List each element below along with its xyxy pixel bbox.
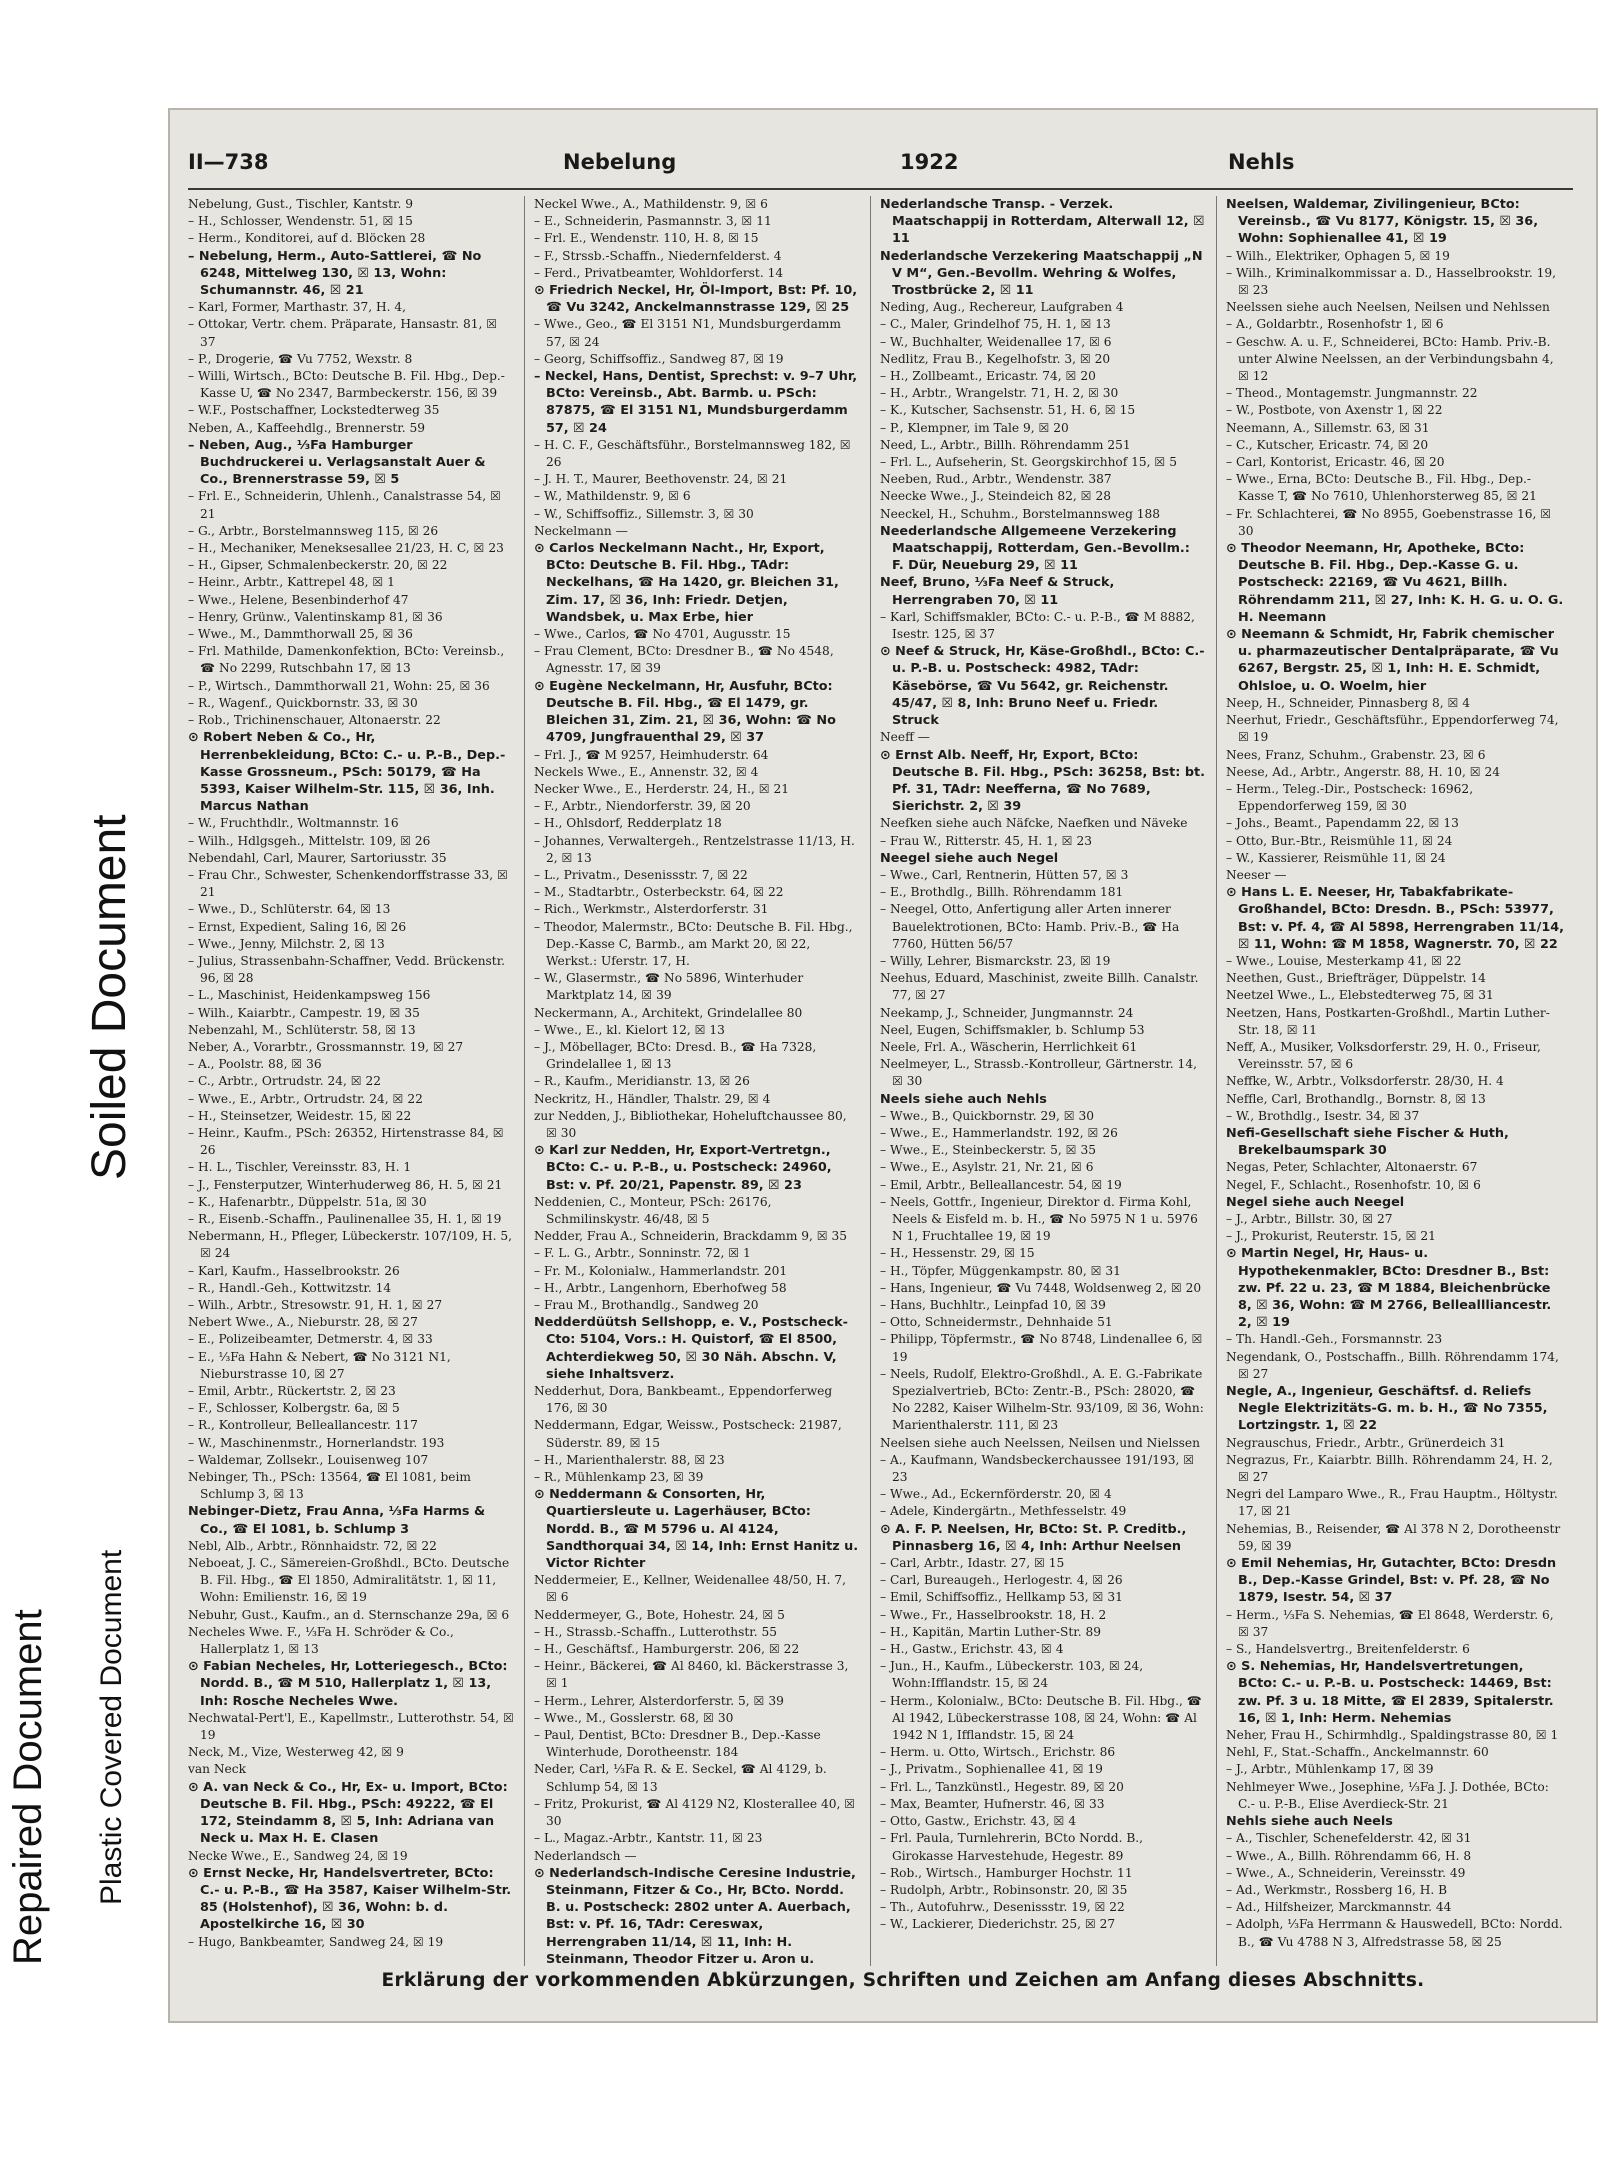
directory-entry: – Frl. J., ☎ M 9257, Heimhuderstr. 64 <box>534 747 769 762</box>
directory-entry: van Neck <box>188 1762 246 1777</box>
directory-entry: – J., Fensterputzer, Winterhuderweg 86, H. 5, ☒ 21 <box>188 1177 503 1192</box>
directory-entry: – F. L. G., Arbtr., Sonninstr. 72, ☒ 1 <box>534 1246 751 1261</box>
directory-entry: – Wwe., E., Arbtr., Ortrudstr. 24, ☒ 22 <box>188 1091 423 1106</box>
directory-entry: – Wwe., E., Hammerlandstr. 192, ☒ 26 <box>880 1125 1118 1140</box>
directory-entry: Neelssen siehe auch Neelsen, Neilsen und Nehlssen <box>1226 300 1550 315</box>
directory-entry: Nedder, Frau A., Schneiderin, Brackdamm 9, ☒ 35 <box>534 1229 848 1244</box>
directory-entry: – A., Goldarbtr., Rosenhofstr 1, ☒ 6 <box>1226 317 1444 332</box>
directory-entry: – P., Wirtsch., Dammthorwall 21, Wohn: 25, ☒ 36 <box>188 678 490 693</box>
directory-entry: Neckritz, H., Händler, Thalstr. 29, ☒ 4 <box>534 1091 771 1106</box>
directory-entry: – W., Mathildenstr. 9, ☒ 6 <box>534 489 691 504</box>
directory-entry: – Willy, Lehrer, Bismarckstr. 23, ☒ 19 <box>880 953 1111 968</box>
directory-entry: – R., Wagenf., Quickbornstr. 33, ☒ 30 <box>188 695 418 710</box>
directory-entry: – Wwe., Fr., Hasselbrookstr. 18, H. 2 <box>880 1607 1107 1622</box>
directory-column-4 <box>1226 196 1566 1966</box>
directory-entry: – J., Arbtr., Mühlenkamp 17, ☒ 39 <box>1226 1762 1434 1777</box>
directory-entry: – Hans, Ingenieur, ☎ Vu 7448, Woldsenweg 2, ☒ 20 <box>880 1280 1202 1295</box>
directory-entry: – Max, Beamter, Hufnerstr. 46, ☒ 33 <box>880 1796 1105 1811</box>
directory-entry: Necker Wwe., E., Herderstr. 24, H., ☒ 21 <box>534 781 790 796</box>
directory-entry: – Frau Chr., Schwester, Schenkendorffstrasse 33, ☒ 21 <box>188 867 508 900</box>
directory-entry: – Frau M., Brothandlg., Sandweg 20 <box>534 1298 759 1312</box>
directory-entry: – J., Privatm., Sophienallee 41, ☒ 19 <box>880 1762 1103 1777</box>
directory-entry: ⊙ A. F. P. Neelsen, Hr, BCto: St. P. Creditb., Pinnasberg 16, ☒ 4, Inh: Arthur Neelsen <box>880 1521 1187 1554</box>
directory-entry: Neels siehe auch Nehls <box>880 1091 1047 1107</box>
directory-entry: – Neben, Aug., ⅓Fa Hamburger Buchdruckerei u. Verlagsanstalt Auer & Co., Brennerstrasse 59, ☒ 5 <box>188 437 486 488</box>
directory-entry: Neeckel, H., Schuhm., Borstelmannsweg 188 <box>880 506 1161 521</box>
page-number: II—738 <box>188 150 269 174</box>
directory-entry: – Ad., Werkmstr., Rossberg 16, H. B <box>1226 1882 1448 1897</box>
directory-entry: – H. L., Tischler, Vereinsstr. 83, H. 1 <box>188 1160 412 1175</box>
directory-entry: – Frl. E., Wendenstr. 110, H. 8, ☒ 15 <box>534 231 759 246</box>
directory-entry: – Carl, Kontorist, Ericastr. 46, ☒ 20 <box>1226 455 1445 470</box>
directory-entry: ⊙ Neef & Struck, Hr, Käse-Großhdl., BCto: C.- u. P.-B. u. Postscheck: 4982, TAdr: Käsebörse, ☎ Vu 5642, gr. Reichenstr. 45/47, ☒ 8, Inh: Bruno Neef u. Friedr. Struck <box>880 644 1205 729</box>
directory-column-1 <box>188 196 514 1966</box>
directory-entry: – Wilh., Hdlgsgeh., Mittelstr. 109, ☒ 26 <box>188 833 431 848</box>
directory-entry: – Ferd., Privatbeamter, Wohldorferst. 14 <box>534 265 784 280</box>
directory-entry: Neekamp, J., Schneider, Jungmannstr. 24 <box>880 1005 1134 1020</box>
directory-entry: Neeben, Rud., Arbtr., Wendenstr. 387 <box>880 472 1112 487</box>
directory-entry: ⊙ Friedrich Neckel, Hr, Öl-Import, Bst: Pf. 10, ☎ Vu 3242, Anckelmannstrasse 129, ☒ 25 <box>534 283 858 316</box>
directory-entry: – Jun., H., Kaufm., Lübeckerstr. 103, ☒ 24, Wohn:Ifflandstr. 15, ☒ 24 <box>880 1659 1144 1691</box>
directory-entry: – Herm., Kolonialw., BCto: Deutsche B. Fil. Hbg., ☎ Al 1942, Lübeckerstrasse 108, ☒ 24, Wohn: ☎ Al 1942 N 1, Ifflandstr. 15, ☒ 24 <box>880 1693 1202 1743</box>
directory-entry: – R., Kaufm., Meridianstr. 13, ☒ 26 <box>534 1074 750 1089</box>
directory-entry: Nees, Franz, Schuhm., Grabenstr. 23, ☒ 6 <box>1226 747 1486 762</box>
directory-entry: – Hugo, Bankbeamter, Sandweg 24, ☒ 19 <box>188 1934 444 1949</box>
directory-entry: – J., Möbellager, BCto: Dresd. B., ☎ Ha 7328, Grindelallee 1, ☒ 13 <box>534 1039 817 1072</box>
directory-entry: – Rich., Werkmstr., Alsterdorferstr. 31 <box>534 902 769 917</box>
directory-entry: Nehls siehe auch Neels <box>1226 1814 1393 1830</box>
directory-column-3 <box>880 196 1206 1966</box>
directory-entry: Neddenien, C., Monteur, PSch: 26176, Schmilinskystr. 46/48, ☒ 5 <box>534 1194 772 1226</box>
directory-entry: – E., Brothdlg., Billh. Röhrendamm 181 <box>880 885 1124 900</box>
directory-entry: Negel, F., Schlacht., Rosenhofstr. 10, ☒ 6 <box>1226 1177 1481 1192</box>
directory-entry: – P., Klempner, im Tale 9, ☒ 20 <box>880 420 1069 435</box>
directory-entry: – W., Kassierer, Reismühle 11, ☒ 24 <box>1226 850 1446 865</box>
directory-entry: – Emil, Arbtr., Belleallancestr. 54, ☒ 19 <box>880 1177 1122 1192</box>
directory-entry: – Georg, Schiffsoffiz., Sandweg 87, ☒ 19 <box>534 351 784 366</box>
directory-entry: Nedlitz, Frau B., Kegelhofstr. 3, ☒ 20 <box>880 351 1111 366</box>
directory-entry: – F., Arbtr., Niendorferstr. 39, ☒ 20 <box>534 799 751 814</box>
directory-entry: Neeff — <box>880 730 930 745</box>
column-divider <box>524 196 525 1966</box>
directory-entry: – Frl. Mathilde, Damenkonfektion, BCto: Vereinsb., ☎ No 2299, Rutschbahn 17, ☒ 13 <box>188 644 505 676</box>
directory-entry: – C., Arbtr., Ortrudstr. 24, ☒ 22 <box>188 1074 382 1089</box>
directory-entry: Neddermeyer, G., Bote, Hohestr. 24, ☒ 5 <box>534 1607 785 1622</box>
directory-entry: Neeser — <box>1226 867 1287 882</box>
directory-entry: Neef, Bruno, ⅓Fa Neef & Struck, Herrengraben 70, ☒ 11 <box>880 575 1115 608</box>
directory-entry: Necke Wwe., E., Sandweg 24, ☒ 19 <box>188 1848 408 1863</box>
directory-entry: – W., Postbote, von Axenstr 1, ☒ 22 <box>1226 403 1443 418</box>
directory-entry: – H., Gipser, Schmalenbeckerstr. 20, ☒ 22 <box>188 558 448 573</box>
directory-entry: – Wwe., Helene, Besenbinderhof 47 <box>188 592 409 607</box>
directory-entry: – Carl, Bureaugeh., Herlogestr. 4, ☒ 26 <box>880 1573 1123 1588</box>
directory-entry: Neckel Wwe., A., Mathildenstr. 9, ☒ 6 <box>534 197 768 211</box>
directory-entry: Neding, Aug., Rechereur, Laufgraben 4 <box>880 300 1124 315</box>
directory-entry: – Emil, Schiffsoffiz., Hellkamp 53, ☒ 31 <box>880 1590 1123 1605</box>
directory-entry: Neese, Ad., Arbtr., Angerstr. 88, H. 10, ☒ 24 <box>1226 764 1501 779</box>
directory-entry: – Wwe., E., Steinbeckerstr. 5, ☒ 35 <box>880 1143 1096 1158</box>
directory-entry: – Wwe., E., Asylstr. 21, Nr. 21, ☒ 6 <box>880 1160 1094 1175</box>
directory-entry: – Paul, Dentist, BCto: Dresdner B., Dep.-Kasse Winterhude, Dorotheenstr. 184 <box>534 1728 821 1760</box>
directory-entry: – Herm., ⅓Fa S. Nehemias, ☎ El 8648, Werderstr. 6, ☒ 37 <box>1226 1607 1554 1639</box>
directory-entry: – Wwe., D., Schlüterstr. 64, ☒ 13 <box>188 902 391 917</box>
directory-entry: – Karl, Kaufm., Hasselbrookstr. 26 <box>188 1263 400 1278</box>
directory-entry: – Fr. M., Kolonialw., Hammerlandstr. 201 <box>534 1263 788 1278</box>
directory-entry: – Wwe., Louise, Mesterkamp 41, ☒ 22 <box>1226 953 1462 968</box>
directory-entry: – Wwe., Carlos, ☎ No 4701, Augusstr. 15 <box>534 627 791 642</box>
directory-entry: Neckelmann — <box>534 523 628 538</box>
directory-entry: – Johannes, Verwaltergeh., Rentzelstrasse 11/13, H. 2, ☒ 13 <box>534 833 855 865</box>
header-last-entry: Nehls <box>1228 150 1295 174</box>
directory-entry: – Ottokar, Vertr. chem. Präparate, Hansastr. 81, ☒ 37 <box>188 317 498 349</box>
directory-entry: Nefi-Gesellschaft siehe Fischer & Huth, Brekelbaumspark 30 <box>1226 1125 1509 1159</box>
header-rule <box>188 188 1573 190</box>
directory-entry: – Heinr., Arbtr., Kattrepel 48, ☒ 1 <box>188 575 395 590</box>
directory-entry: – W., Glasermstr., ☎ No 5896, Winterhuder Marktplatz 14, ☒ 39 <box>534 971 804 1003</box>
directory-entry: Nebert Wwe., A., Nieburstr. 28, ☒ 27 <box>188 1315 418 1330</box>
directory-entry: ⊙ Ernst Alb. Neeff, Hr, Export, BCto: Deutsche B. Fil. Hbg., PSch: 36258, Bst: bt. Pf. 31, TAdr: Neefferna, ☎ No 7689, Sierichstr. 2, ☒ 39 <box>880 747 1205 815</box>
directory-entry: Neethen, Gust., Briefträger, Düppelstr. 14 <box>1226 971 1486 986</box>
directory-entry: – Rob., Wirtsch., Hamburger Hochstr. 11 <box>880 1865 1133 1880</box>
directory-entry: – Fritz, Prokurist, ☎ Al 4129 N2, Klosterallee 40, ☒ 30 <box>534 1796 856 1829</box>
directory-entry: – H., Ohlsdorf, Redderplatz 18 <box>534 816 722 831</box>
directory-entry: Negel siehe auch Neegel <box>1226 1194 1405 1210</box>
directory-entry: Nebelung, Gust., Tischler, Kantstr. 9 <box>188 197 413 211</box>
directory-entry: Neetzel Wwe., L., Elebstedterweg 75, ☒ 31 <box>1226 988 1494 1003</box>
directory-entry: ⊙ Nederlandsch-Indische Ceresine Industrie, Steinmann, Fitzer & Co., Hr, BCto. Nordd. B. u. Postscheck: 2802 unter A. Auerbach, Bst: v. Pf. 16, TAdr: Cereswax, Herrengraben 11/14, ☒ 11, Inh: H. Steinmann, Theodor Fitzer u. Aron u. <box>534 1865 856 1966</box>
directory-entry: – H., Hessenstr. 29, ☒ 15 <box>880 1246 1035 1261</box>
directory-entry: Neep, H., Schneider, Pinnasberg 8, ☒ 4 <box>1226 695 1471 710</box>
document-labels <box>0 0 165 2177</box>
directory-entry: – H., Arbtr., Wrangelstr. 71, H. 2, ☒ 30 <box>880 386 1119 401</box>
directory-entry: – Wwe., M., Gosslerstr. 68, ☒ 30 <box>534 1710 734 1725</box>
directory-entry: – Wilh., Arbtr., Stresowstr. 91, H. 1, ☒ 27 <box>188 1298 443 1312</box>
directory-entry: – Wilh., Elektriker, Ophagen 5, ☒ 19 <box>1226 248 1450 263</box>
directory-entry: – Herm., Konditorei, auf d. Blöcken 28 <box>188 231 426 246</box>
directory-entry: – H., Mechaniker, Meneksesallee 21/23, H. C, ☒ 23 <box>188 541 504 556</box>
directory-entry: – Neckel, Hans, Dentist, Sprechst: v. 9–7 Uhr, BCto: Vereinsb., Abt. Barmb. u. PSch: 87875, ☎ El 3151 N1, Mundsburgerdamm 57, ☒ 24 <box>534 369 858 436</box>
directory-entry: – Wwe., B., Quickbornstr. 29, ☒ 30 <box>880 1108 1095 1123</box>
directory-entry: – H., Marienthalerstr. 88, ☒ 23 <box>534 1452 725 1467</box>
directory-entry: – Wilh., Kriminalkommissar a. D., Hasselbrookstr. 19, ☒ 23 <box>1226 265 1556 298</box>
directory-entry: – Johs., Beamt., Papendamm 22, ☒ 13 <box>1226 816 1459 831</box>
directory-entry: ⊙ Robert Neben & Co., Hr, Herrenbekleidung, BCto: C.- u. P.-B., Dep.-Kasse Grossneum., PSch: 50179, ☎ Ha 5393, Kaiser Wilhelm-Str. 115, ☒ 36, Inh. Marcus Nathan <box>188 730 506 815</box>
directory-entry: – Wwe., E., kl. Kielort 12, ☒ 13 <box>534 1022 725 1037</box>
directory-entry: Neben, A., Kaffeehdlg., Brennerstr. 59 <box>188 420 425 435</box>
directory-entry: – H., Gastw., Erichstr. 43, ☒ 4 <box>880 1642 1064 1657</box>
header-year: 1922 <box>900 150 959 174</box>
directory-entry: – R., Mühlenkamp 23, ☒ 39 <box>534 1470 704 1485</box>
directory-entry: Neffle, Carl, Brothandlg., Bornstr. 8, ☒ 13 <box>1226 1091 1486 1106</box>
directory-entry: – W.F., Postschaffner, Lockstedterweg 35 <box>188 403 440 418</box>
directory-entry: – Karl, Former, Marthastr. 37, H. 4, <box>188 300 406 315</box>
directory-entry: Neher, Frau H., Schirmhdlg., Spaldingstrasse 80, ☒ 1 <box>1226 1728 1559 1743</box>
directory-entry: Nebinger-Dietz, Frau Anna, ⅓Fa Harms & Co., ☎ El 1081, b. Schlump 3 <box>188 1504 486 1537</box>
directory-entry: – K., Hafenarbtr., Düppelstr. 51a, ☒ 30 <box>188 1194 427 1209</box>
directory-entry: Neegel siehe auch Negel <box>880 850 1059 866</box>
directory-entry: ⊙ Eugène Neckelmann, Hr, Ausfuhr, BCto: Deutsche B. Fil. Hbg., ☎ El 1479, gr. Bleichen 31, Zim. 21, ☒ 36, Wohn: ☎ No 4709, Jungfrauenthal 29, ☒ 37 <box>534 678 836 746</box>
directory-entry: – Herm., Teleg.-Dir., Postscheck: 16962, Eppendorferweg 159, ☒ 30 <box>1226 781 1474 814</box>
directory-entry: Nederlandsche Transp. - Verzek. Maatschappij in Rotterdam, Alterwall 12, ☒ 11 <box>880 197 1205 247</box>
directory-entry: – S., Handelsvertrg., Breitenfelderstr. 6 <box>1226 1642 1470 1657</box>
directory-entry: Nehemias, B., Reisender, ☎ Al 378 N 2, Dorotheenstr 59, ☒ 39 <box>1226 1521 1561 1553</box>
directory-entry: Nederlandsche Verzekering Maatschappij „N V M“, Gen.-Bevollm. Wehring & Wolfes, Trostbrücke 2, ☒ 11 <box>880 248 1203 299</box>
directory-entry: Negrauschus, Friedr., Arbtr., Grünerdeich 31 <box>1226 1435 1506 1450</box>
directory-entry: Neemann, A., Sillemstr. 63, ☒ 31 <box>1226 420 1430 435</box>
directory-entry: Neddermann, Edgar, Weissw., Postscheck: 21987, Süderstr. 89, ☒ 15 <box>534 1418 842 1450</box>
directory-entry: – Frl. E., Schneiderin, Uhlenh., Canalstrasse 54, ☒ 21 <box>188 489 501 521</box>
directory-entry: Nebenzahl, M., Schlüterstr. 58, ☒ 13 <box>188 1022 416 1037</box>
directory-entry: – Emil, Arbtr., Rückertstr. 2, ☒ 23 <box>188 1384 396 1399</box>
directory-entry: – W., Brothdlg., Isestr. 34, ☒ 37 <box>1226 1108 1420 1123</box>
directory-entry: – J., Prokurist, Reuterstr. 15, ☒ 21 <box>1226 1229 1436 1244</box>
directory-entry: Neelsen, Waldemar, Zivilingenieur, BCto: Vereinsb., ☎ Vu 8177, Königstr. 15, ☒ 36, Wohn: Sophienallee 41, ☒ 19 <box>1226 197 1539 247</box>
directory-entry: – Otto, Schneidermstr., Dehnhaide 51 <box>880 1315 1113 1330</box>
directory-entry: – H. C. F., Geschäftsführ., Borstelmannsweg 182, ☒ 26 <box>534 437 851 470</box>
directory-entry: Nederlandsch — <box>534 1848 637 1863</box>
directory-entry: – H., Strassb.-Schaffn., Lutterothstr. 55 <box>534 1624 778 1639</box>
directory-entry: Negrazus, Fr., Kaiarbtr. Billh. Röhrendamm 24, H. 2, ☒ 27 <box>1226 1452 1553 1485</box>
directory-entry: Nedderdüütsh Sellshopp, e. V., Postscheck-Cto: 5104, Vors.: H. Quistorf, ☎ El 8500, Achterdiekweg 50, ☒ 30 Näh. Abschn. V, siehe Inhaltsverz. <box>534 1315 848 1382</box>
directory-entry: – Frl. Paula, Turnlehrerin, BCto Nordd. B., Girokasse Harvestehude, Hegestr. 89 <box>880 1831 1144 1863</box>
directory-entry: Neele, Frl. A., Wäscherin, Herrlichkeit 61 <box>880 1039 1138 1054</box>
directory-entry: – Neels, Gottfr., Ingenieur, Direktor d. Firma Kohl, Neels & Eisfeld m. b. H., ☎ No 5975 N 1 u. 5976 N 1, Fruchtallee 19, ☒ 19 <box>880 1194 1198 1244</box>
directory-entry: ⊙ Hans L. E. Neeser, Hr, Tabakfabrikate-Großhandel, BCto: Dresdn. B., PSch: 53977, Bst: v. Pf. 4, ☎ Al 5898, Herrengraben 11/14, ☒ 11, Wohn: ☎ M 1858, Wagnerstr. 70, ☒ 22 <box>1226 885 1564 952</box>
directory-entry: – E., Schneiderin, Pasmannstr. 3, ☒ 11 <box>534 214 772 229</box>
directory-entry: – W., Lackierer, Diederichstr. 25, ☒ 27 <box>880 1917 1116 1932</box>
directory-entry: ⊙ Neddermann & Consorten, Hr, Quartiersleute u. Lagerhäuser, BCto: Nordd. B., ☎ M 5796 u. Al 4124, Sandthorquai 34, ☒ 14, Inh: Ernst Hanitz u. Victor Richter <box>534 1487 859 1572</box>
directory-entry: – Rudolph, Arbtr., Robinsonstr. 20, ☒ 35 <box>880 1882 1128 1897</box>
abbreviation-note: Erklärung der vorkommenden Abkürzungen, Schriften und Zeichen am Anfang dieses Abschnitts. <box>381 1970 1425 1991</box>
directory-entry: – W., Fruchthdlr., Woltmannstr. 16 <box>188 816 399 831</box>
directory-entry: Neerhut, Friedr., Geschäftsführ., Eppendorferweg 74, ☒ 19 <box>1226 713 1559 745</box>
directory-entry: – H., Zollbeamt., Ericastr. 74, ☒ 20 <box>880 369 1096 384</box>
directory-entry: – L., Maschinist, Heidenkampsweg 156 <box>188 988 431 1003</box>
directory-entry: ⊙ Theodor Neemann, Hr, Apotheke, BCto: Deutsche B. Fil. Hbg., Dep.-Kasse G. u. Postscheck: 22169, ☎ Vu 4621, Billh. Röhrendamm 211, ☒ 27, Inh: K. H. G. u. O. G. H. Neemann <box>1226 541 1564 625</box>
directory-entry: – Henry, Grünw., Valentinskamp 81, ☒ 36 <box>188 609 443 624</box>
directory-entry: – H., Steinsetzer, Weidestr. 15, ☒ 22 <box>188 1108 412 1123</box>
directory-entry: – Th. Handl.-Geh., Forsmannstr. 23 <box>1226 1332 1443 1347</box>
directory-entry: – L., Privatm., Desenissstr. 7, ☒ 22 <box>534 867 748 882</box>
directory-entry: – H., Schlosser, Wendenstr. 51, ☒ 15 <box>188 214 413 229</box>
directory-entry: – Carl, Arbtr., Idastr. 27, ☒ 15 <box>880 1556 1065 1571</box>
directory-entry: ⊙ Emil Nehemias, Hr, Gutachter, BCto: Dresdn B., Dep.-Kasse Grindel, Bst: v. Pf. 28, ☎ No 1879, Isestr. 54, ☒ 37 <box>1226 1556 1557 1606</box>
directory-columns <box>188 196 1573 1966</box>
directory-entry: ⊙ Karl zur Nedden, Hr, Export-Vertretgn., BCto: C.- u. P.-B., u. Postscheck: 24960, Bst: v. Pf. 20/21, Papenstr. 89, ☒ 23 <box>534 1143 832 1193</box>
directory-entry: Negri del Lamparo Wwe., R., Frau Hauptm., Höltystr. 17, ☒ 21 <box>1226 1487 1558 1519</box>
directory-entry: – Waldemar, Zollsekr., Louisenweg 107 <box>188 1452 429 1467</box>
directory-entry: Neddermeier, E., Kellner, Weidenallee 48/50, H. 7, ☒ 6 <box>534 1573 846 1605</box>
directory-entry: ⊙ Ernst Necke, Hr, Handelsvertreter, BCto: C.- u. P.-B., ☎ Ha 3587, Kaiser Wilhelm-Str. 85 (Holstenhof), ☒ 36, Wohn: b. d. Apostelkirche 16, ☒ 30 <box>188 1865 512 1933</box>
directory-entry: – Theodor, Malermstr., BCto: Deutsche B. Fil. Hbg., Dep.-Kasse C, Barmb., am Markt 20, ☒ 22, Werkst.: Uferstr. 17, H. <box>534 919 853 968</box>
directory-entry: – Otto, Gastw., Erichstr. 43, ☒ 4 <box>880 1814 1077 1829</box>
directory-entry: Neefken siehe auch Näfcke, Naefken und Näveke <box>880 816 1188 831</box>
directory-entry: – Wwe., Carl, Rentnerin, Hütten 57, ☒ 3 <box>880 867 1129 882</box>
directory-entry: Neelsen siehe auch Neelssen, Neilsen und Nielssen <box>880 1435 1200 1450</box>
directory-entry: – Neegel, Otto, Anfertigung aller Arten innerer Bauelektrotionen, BCto: Hamb. Priv.-B., ☎ Ha 7760, Hütten 56/57 <box>880 902 1180 951</box>
directory-entry: Nebendahl, Carl, Maurer, Sartoriusstr. 35 <box>188 850 447 865</box>
directory-entry: – R., Kontrolleur, Belleallancestr. 117 <box>188 1418 418 1433</box>
directory-entry: – Wwe., A., Schneiderin, Vereinsstr. 49 <box>1226 1865 1466 1880</box>
directory-entry: Neckels Wwe., E., Annenstr. 32, ☒ 4 <box>534 764 759 779</box>
directory-entry: ⊙ Fabian Necheles, Hr, Lotteriegesch., BCto: Nordd. B., ☎ M 510, Hallerplatz 1, ☒ 13, Inh: Rosche Necheles Wwe. <box>188 1659 508 1709</box>
soiled-document-label: Soiled Document <box>83 814 136 1180</box>
directory-entry: – Wilh., Kaiarbtr., Campestr. 19, ☒ 35 <box>188 1005 420 1020</box>
directory-entry: – Nebelung, Herm., Auto-Sattlerei, ☎ No 6248, Mittelweg 130, ☒ 13, Wohn: Schumannstr. 46, ☒ 21 <box>188 248 482 299</box>
directory-entry: – F., Strssb.-Schaffn., Niedernfelderst. 4 <box>534 248 782 263</box>
directory-entry: – Rob., Trichinenschauer, Altonaerstr. 22 <box>188 713 441 728</box>
directory-entry: Neboeat, J. C., Sämereien-Großhdl., BCto. Deutsche B. Fil. Hbg., ☎ El 1850, Admiralitätstr. 1, ☒ 11, Wohn: Emilienstr. 16, ☒ 19 <box>188 1556 510 1605</box>
directory-entry: – Wwe., Jenny, Milchstr. 2, ☒ 13 <box>188 936 385 951</box>
directory-entry: – Fr. Schlachterei, ☎ No 8955, Goebenstrasse 16, ☒ 30 <box>1226 506 1552 538</box>
directory-entry: – Frau W., Ritterstr. 45, H. 1, ☒ 23 <box>880 833 1092 848</box>
directory-entry: Neber, A., Vorarbtr., Grossmannstr. 19, ☒ 27 <box>188 1039 464 1054</box>
directory-entry: – E., ⅓Fa Hahn & Nebert, ☎ No 3121 N1, Nieburstrasse 10, ☒ 27 <box>188 1349 451 1381</box>
directory-entry: Neel, Eugen, Schiffsmakler, b. Schlump 53 <box>880 1022 1145 1037</box>
directory-entry: Nechwatal-Pert'l, E., Kapellmstr., Lutterothstr. 54, ☒ 19 <box>188 1710 514 1743</box>
directory-entry: – Willi, Wirtsch., BCto: Deutsche B. Fil. Hbg., Dep.-Kasse U, ☎ No 2347, Barmbeckerstr. 156, ☒ 39 <box>188 369 505 401</box>
directory-entry: – Julius, Strassenbahn-Schaffner, Vedd. Brückenstr. 96, ☒ 28 <box>188 953 506 986</box>
directory-entry: ⊙ Martin Negel, Hr, Haus- u. Hypothekenmakler, BCto: Dresdner B., Bst: zw. Pf. 22 u. 23, ☎ M 1884, Bleichenbrücke 8, ☒ 36, Wohn: ☎ M 2766, Belleallliancestr. 2, ☒ 19 <box>1226 1246 1552 1331</box>
directory-entry: Neff, A., Musiker, Volksdorferstr. 29, H. 0., Friseur, Vereinsstr. 57, ☒ 6 <box>1226 1039 1541 1072</box>
directory-entry: Nehl, F., Stat.-Schaffn., Anckelmannstr. 60 <box>1226 1745 1489 1760</box>
directory-entry: Neelmeyer, L., Strassb.-Kontrolleur, Gärtnerstr. 14, ☒ 30 <box>880 1057 1197 1089</box>
directory-entry: – A., Poolstr. 88, ☒ 36 <box>188 1057 322 1072</box>
directory-entry: Neetzen, Hans, Postkarten-Großhdl., Martin Luther-Str. 18, ☒ 11 <box>1226 1005 1550 1037</box>
directory-entry: – Hans, Buchhltr., Leinpfad 10, ☒ 39 <box>880 1298 1106 1312</box>
directory-entry: – Theod., Montagemstr. Jungmannstr. 22 <box>1226 386 1478 401</box>
directory-entry: – A., Tischler, Schenefelderstr. 42, ☒ 31 <box>1226 1831 1472 1846</box>
directory-entry: – J. H. T., Maurer, Beethovenstr. 24, ☒ 21 <box>534 472 788 487</box>
directory-entry: – Frl. L., Tanzkünstl., Hegestr. 89, ☒ 20 <box>880 1779 1124 1794</box>
directory-entry: – H., Geschäftsf., Hamburgerstr. 206, ☒ 22 <box>534 1642 800 1657</box>
directory-entry: – Karl, Schiffsmakler, BCto: C.- u. P.-B., ☎ M 8882, Isestr. 125, ☒ 37 <box>880 609 1195 642</box>
directory-entry: Need, L., Arbtr., Billh. Röhrendamm 251 <box>880 437 1131 452</box>
directory-entry: – L., Magaz.-Arbtr., Kantstr. 11, ☒ 23 <box>534 1831 763 1846</box>
directory-entry: Neder, Carl, ⅓Fa R. & E. Seckel, ☎ Al 4129, b. Schlump 54, ☒ 13 <box>534 1762 827 1794</box>
header-first-entry: Nebelung <box>563 150 677 174</box>
directory-entry: – Wwe., M., Dammthorwall 25, ☒ 36 <box>188 627 413 642</box>
directory-entry: Neckermann, A., Architekt, Grindelallee 80 <box>534 1005 803 1020</box>
page-header <box>188 150 1568 184</box>
directory-entry: – F., Schlosser, Kolbergstr. 6a, ☒ 5 <box>188 1401 400 1416</box>
directory-entry: Neck, M., Vize, Westerweg 42, ☒ 9 <box>188 1745 404 1760</box>
directory-entry: Nebuhr, Gust., Kaufm., an d. Sternschanze 29a, ☒ 6 <box>188 1607 510 1622</box>
directory-entry: – Otto, Bur.-Btr., Reismühle 11, ☒ 24 <box>1226 833 1453 848</box>
directory-entry: – Herm., Lehrer, Alsterdorferstr. 5, ☒ 39 <box>534 1693 784 1708</box>
directory-entry: – Geschw. A. u. F., Schneiderei, BCto: Hamb. Priv.-B. unter Alwine Neelssen, an der Verbindungsbahn 4, ☒ 12 <box>1226 334 1554 384</box>
directory-entry: – Adele, Kindergärtn., Methfesselstr. 49 <box>880 1504 1127 1519</box>
directory-entry: – Frl. L., Aufseherin, St. Georgskirchhof 15, ☒ 5 <box>880 455 1177 470</box>
directory-entry: Neehus, Eduard, Maschinist, zweite Billh. Canalstr. 77, ☒ 27 <box>880 971 1199 1003</box>
directory-entry: zur Nedden, J., Bibliothekar, Hoheluftchaussee 80, ☒ 30 <box>534 1108 847 1140</box>
plastic-covered-document-label: Plastic Covered Document <box>95 1549 128 1905</box>
directory-entry: Nebl, Alb., Arbtr., Rönnhaidstr. 72, ☒ 22 <box>188 1538 437 1553</box>
column-divider <box>870 196 871 1966</box>
directory-entry: Nebinger, Th., PSch: 13564, ☎ El 1081, beim Schlump 3, ☒ 13 <box>188 1470 471 1502</box>
directory-entry: Neederlandsche Allgemeene Verzekering Maatschappij, Rotterdam, Gen.-Bevollm.: F. Dür, Neueburg 29, ☒ 11 <box>880 523 1190 574</box>
directory-entry: – H., Kapitän, Martin Luther-Str. 89 <box>880 1624 1101 1639</box>
directory-entry: Nebermann, H., Pfleger, Lübeckerstr. 107/109, H. 5, ☒ 24 <box>188 1229 513 1261</box>
directory-entry: – Frau Clement, BCto: Dresdner B., ☎ No 4548, Agnesstr. 17, ☒ 39 <box>534 644 834 676</box>
directory-entry: – A., Kaufmann, Wandsbeckerchaussee 191/193, ☒ 23 <box>880 1452 1195 1485</box>
directory-column-2 <box>534 196 860 1966</box>
column-divider <box>1216 196 1217 1966</box>
directory-entry: Nehlmeyer Wwe., Josephine, ⅓Fa J. J. Dothée, BCto: C.- u. P.-B., Elise Averdieck-Str. 21 <box>1226 1779 1549 1811</box>
directory-entry: – H., Töpfer, Müggenkampstr. 80, ☒ 31 <box>880 1263 1121 1278</box>
directory-entry: – C., Maler, Grindelhof 75, H. 1, ☒ 13 <box>880 317 1111 332</box>
directory-entry: – J., Arbtr., Billstr. 30, ☒ 27 <box>1226 1211 1393 1226</box>
directory-entry: – Wwe., Ad., Eckernförderstr. 20, ☒ 4 <box>880 1487 1112 1502</box>
directory-entry: – Wwe., Geo., ☎ El 3151 N1, Mundsburgerdamm 57, ☒ 24 <box>534 317 841 349</box>
directory-entry: – Ad., Hilfsheizer, Marckmannstr. 44 <box>1226 1900 1452 1915</box>
directory-entry: – W., Schiffsoffiz., Sillemstr. 3, ☒ 30 <box>534 506 754 521</box>
directory-entry: – M., Stadtarbtr., Osterbeckstr. 64, ☒ 22 <box>534 885 784 900</box>
directory-entry: – Philipp, Töpfermstr., ☎ No 8748, Lindenallee 6, ☒ 19 <box>880 1332 1203 1364</box>
directory-entry: Neecke Wwe., J., Steindeich 82, ☒ 28 <box>880 489 1111 504</box>
directory-entry: – R., Eisenb.-Schaffn., Paulinenallee 35, H. 1, ☒ 19 <box>188 1211 502 1226</box>
directory-entry: Necheles Wwe. F., ⅓Fa H. Schröder & Co., Hallerplatz 1, ☒ 13 <box>188 1624 454 1657</box>
directory-entry: – Wwe., Erna, BCto: Deutsche B., Fil. Hbg., Dep.-Kasse T, ☎ No 7610, Uhlenhorsterweg 85, ☒ 21 <box>1226 472 1537 504</box>
directory-entry: – Heinr., Kaufm., PSch: 26352, Hirtenstrasse 84, ☒ 26 <box>188 1125 504 1158</box>
directory-entry: – W., Buchhalter, Weidenallee 17, ☒ 6 <box>880 334 1112 349</box>
directory-entry: – Adolph, ⅓Fa Herrmann & Hauswedell, BCto: Nordd. B., ☎ Vu 4788 N 3, Alfredstrasse 58, ☒ 25 <box>1226 1917 1563 1949</box>
directory-entry: – Neels, Rudolf, Elektro-Großhdl., A. E. G.-Fabrikate Spezialvertrieb, BCto: Zentr.-B., PSch: 28020, ☎ No 2282, Kaiser Wilhelm-Str. 93/109, ☒ 36, Wohn: Marienthalerstr. 111, ☒ 23 <box>880 1366 1204 1433</box>
directory-entry: – W., Maschinenmstr., Hornerlandstr. 193 <box>188 1435 445 1450</box>
directory-entry: – R., Handl.-Geh., Kottwitzstr. 14 <box>188 1280 392 1295</box>
directory-entry: – Ernst, Expedient, Saling 16, ☒ 26 <box>188 919 407 934</box>
directory-entry: Neffke, W., Arbtr., Volksdorferstr. 28/30, H. 4 <box>1226 1074 1504 1089</box>
directory-entry: – Heinr., Bäckerei, ☎ Al 8460, kl. Bäckerstrasse 3, ☒ 1 <box>534 1659 849 1691</box>
directory-entry: – P., Drogerie, ☎ Vu 7752, Wexstr. 8 <box>188 351 413 366</box>
directory-entry: Negle, A., Ingenieur, Geschäftsf. d. Reliefs Negle Elektrizitäts-G. m. b. H., ☎ No 7355, Lortzingstr. 1, ☒ 22 <box>1226 1384 1548 1434</box>
directory-entry: ⊙ Neemann & Schmidt, Hr, Fabrik chemischer u. pharmazeutischer Dentalpräparate, ☎ Vu 6267, Bergstr. 25, ☒ 1, Inh: H. E. Schmidt, Ohlsloe, u. O. Woelm, hier <box>1226 627 1559 694</box>
repaired-document-label: Repaired Document <box>6 1609 50 1965</box>
directory-entry: – E., Polizeibeamter, Detmerstr. 4, ☒ 33 <box>188 1332 433 1347</box>
directory-entry: – H., Arbtr., Langenhorn, Eberhofweg 58 <box>534 1280 787 1295</box>
directory-page <box>168 108 1598 2023</box>
directory-entry: – K., Kutscher, Sachsenstr. 51, H. 6, ☒ 15 <box>880 403 1136 418</box>
directory-entry: Negendank, O., Postschaffn., Billh. Röhrendamm 174, ☒ 27 <box>1226 1349 1559 1381</box>
directory-entry: – Th., Autofuhrw., Desenissstr. 19, ☒ 22 <box>880 1900 1125 1915</box>
directory-entry: – C., Kutscher, Ericastr. 74, ☒ 20 <box>1226 437 1429 452</box>
directory-entry: ⊙ S. Nehemias, Hr, Handelsvertretungen, BCto: C.- u. P.-B. u. Postscheck: 14469, Bst: zw. Pf. 3 u. 18 Mitte, ☎ El 2839, Spitalerstr. 16, ☒ 1, Inh: Herm. Nehemias <box>1226 1659 1554 1726</box>
directory-entry: Negas, Peter, Schlachter, Altonaerstr. 67 <box>1226 1160 1478 1175</box>
directory-entry: – G., Arbtr., Borstelmannsweg 115, ☒ 26 <box>188 523 439 538</box>
directory-entry: – Wwe., A., Billh. Röhrendamm 66, H. 8 <box>1226 1848 1472 1863</box>
directory-entry: – Herm. u. Otto, Wirtsch., Erichstr. 86 <box>880 1745 1116 1760</box>
directory-entry: ⊙ A. van Neck & Co., Hr, Ex- u. Import, BCto: Deutsche B. Fil. Hbg., PSch: 49222, ☎ El 172, Steindamm 8, ☒ 5, Inh: Adriana van Neck u. Max H. E. Clasen <box>188 1779 508 1847</box>
directory-entry: Nedderhut, Dora, Bankbeamt., Eppendorferweg 176, ☒ 30 <box>534 1384 833 1416</box>
directory-entry: ⊙ Carlos Neckelmann Nacht., Hr, Export, BCto: Deutsche B. Fil. Hbg., TAdr: Neckelhans, ☎ Ha 1420, gr. Bleichen 31, Zim. 17, ☒ 36, Inh: Friedr. Detjen, Wandsbek, u. Max Erbe, hier <box>534 541 839 625</box>
